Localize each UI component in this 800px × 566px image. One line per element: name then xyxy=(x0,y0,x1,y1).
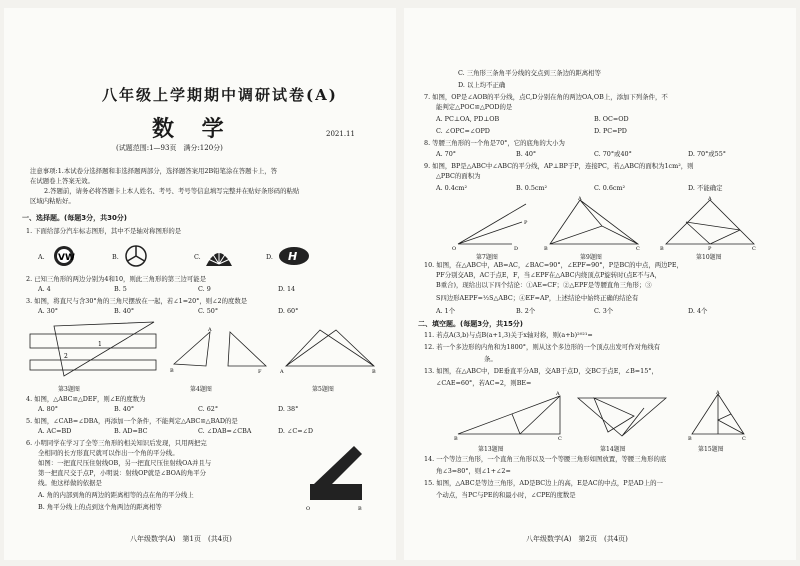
svg-text:A: A xyxy=(208,327,212,333)
question-11: 11. 若点A(3,b)与点B(a+1,3)关于x轴对称，则(a+b)²⁰²¹= xyxy=(424,331,593,339)
figure-15-triangle xyxy=(688,390,748,440)
figure-3-caption: 第3题图 xyxy=(58,386,80,393)
q2-option-c: C. 9 xyxy=(198,285,211,293)
q5-option-d: D. ∠C=∠D xyxy=(278,427,314,435)
q7-option-b: B. OC=OD xyxy=(594,115,629,123)
question-4: 4. 如图，△ABC≌△DEF，则∠E的度数为 xyxy=(26,395,146,403)
q4-option-b: B. 40° xyxy=(114,405,135,413)
page-1-footer: 八年级数学(A) 第1页 (共4页) xyxy=(130,535,232,543)
svg-text:B: B xyxy=(660,246,664,250)
figure-9-triangle xyxy=(544,196,644,250)
svg-text:A: A xyxy=(716,390,720,396)
question-15-line: 个动点，当PC与PE的和最小时，∠CPE的度数是 xyxy=(436,491,576,499)
q10-option-c: C. 3个 xyxy=(594,307,614,315)
svg-text:B: B xyxy=(688,436,692,440)
question-6-option-b: B. 角平分线上的点到这个角两边的距离相等 xyxy=(38,503,162,511)
q8-option-b: B. 40° xyxy=(516,150,537,158)
question-6-line: 如图：一把直尺压住射线OB，另一把直尺压住射线OA并且与 xyxy=(38,459,212,467)
q4-option-c: C. 62° xyxy=(198,405,219,413)
q8-option-a: A. 70° xyxy=(436,150,457,158)
q10-option-d: D. 4个 xyxy=(688,307,708,315)
question-15-line: 15. 如图，△ABC是等边三角形，AD是BC边上的高，E是AC的中点，P是AD上的一 xyxy=(424,479,663,487)
svg-text:P: P xyxy=(524,220,528,226)
q1-option-c: C. xyxy=(194,253,201,261)
question-6-option-a: A. 角的内部到角的两边的距离相等的点在角的平分线上 xyxy=(38,491,194,499)
svg-text:A: A xyxy=(708,196,712,202)
figure-15-caption: 第15题图 xyxy=(698,446,724,453)
q6-option-c: C. 三角形三条角平分线的交点到三条边的距离相等 xyxy=(458,69,601,77)
q1-option-b: B. xyxy=(112,253,119,261)
page-1 xyxy=(4,8,396,560)
q4-option-a: A. 80° xyxy=(38,405,59,413)
question-8: 8. 等腰三角形的一个角是70°，它的底角的大小为 xyxy=(424,139,565,147)
q9-option-c: C. 0.6cm² xyxy=(594,184,626,192)
q2-option-b: B. 5 xyxy=(114,285,127,293)
q10-option-a: A. 1个 xyxy=(436,307,456,315)
q5-option-b: B. AD=BC xyxy=(114,427,148,435)
svg-text:1: 1 xyxy=(98,341,102,348)
exam-date: 2021.11 xyxy=(326,130,355,138)
mercedes-logo-icon xyxy=(124,244,148,268)
q9-option-b: B. 0.5cm² xyxy=(516,184,548,192)
question-10-line: PF分别交AB，AC于点E，F，当∠EPF在△ABC内绕顶点P旋转时(点E不与A， xyxy=(436,271,661,279)
q5-option-a: A. AC=BD xyxy=(38,427,72,435)
exam-title: 八年级上学期期中调研试卷(A) xyxy=(102,86,338,104)
svg-text:P: P xyxy=(708,246,712,250)
question-12-line: 条。 xyxy=(484,355,497,363)
question-2: 2. 已知三角形的两边分别为4和10，则此三角形的第三边可能是 xyxy=(26,275,207,283)
svg-text:B: B xyxy=(544,246,548,250)
question-14-line: 角∠3=80°，则∠1+∠2= xyxy=(436,467,511,475)
figure-13-triangle xyxy=(454,390,564,440)
volkswagen-logo-icon xyxy=(50,244,78,268)
svg-text:B: B xyxy=(372,369,376,374)
notice-line: 在试题卷上答案无效。 xyxy=(30,177,94,185)
figure-10-triangle xyxy=(660,196,760,250)
figure-10-caption: 第10题图 xyxy=(696,254,722,261)
svg-text:C: C xyxy=(636,246,640,250)
svg-text:O: O xyxy=(306,506,311,512)
q3-option-a: A. 30° xyxy=(38,307,59,315)
question-7-line: 能判定△POC≌△POD的是 xyxy=(436,103,513,111)
notice-line: 注意事项:1.本试卷分选择题和非选择题两部分，选择题答案用2B铅笔涂在答题卡上，答 xyxy=(30,167,278,175)
question-13-line: 13. 如图，在△ABC中，DE垂直平分AB，交AB于点D，交BC于点E，∠B=15°， xyxy=(424,367,658,375)
question-6-line: 第一把直尺交于点P，小明说：射线OP就是∠BOA的角平分 xyxy=(38,469,207,477)
q7-option-c: C. ∠OPC=∠OPD xyxy=(436,127,490,135)
svg-text:2: 2 xyxy=(64,353,68,360)
q1-option-a: A. xyxy=(38,253,45,261)
q2-option-a: A. 4 xyxy=(38,285,51,293)
question-6-line: 6. 小明同学在学习了全等三角形的相关知识后发现，只用两把完 xyxy=(26,439,207,447)
figure-9-caption: 第9题图 xyxy=(580,254,602,261)
question-9-line: 9. 如图，BP是△ABC中∠ABC的平分线，AP⊥BP于P，连接PC，若△ABC的面积为1cm²，则 xyxy=(424,162,694,170)
q5-option-c: C. ∠DAB=∠CBA xyxy=(198,427,252,435)
q3-option-b: B. 40° xyxy=(114,307,135,315)
q8-option-c: C. 70°或40° xyxy=(594,150,632,158)
subject-title: 数 学 xyxy=(152,116,234,142)
notice-line: 2.答题前，请务必将答题卡上本人姓名、考号、考号等信息填写完整并在贴好条形码的粘贴 xyxy=(44,187,300,195)
question-13-line: ∠CAE=60°，若AC=2，则BE= xyxy=(436,379,532,387)
svg-text:C: C xyxy=(752,246,756,250)
svg-text:VW: VW xyxy=(58,253,75,263)
q3-option-c: C. 50° xyxy=(198,307,219,315)
question-10-line: B重合)，现给出以下四个结论：①AE=CF；②△EPF是等腰直角三角形；③ xyxy=(436,281,652,289)
q9-option-a: A. 0.4cm² xyxy=(436,184,468,192)
q3-option-d: D. 60° xyxy=(278,307,299,315)
figure-14-caption: 第14题图 xyxy=(600,446,626,453)
svg-text:H: H xyxy=(288,250,298,263)
figure-4-caption: 第4题图 xyxy=(190,386,212,393)
q2-option-d: D. 14 xyxy=(278,285,296,293)
q4-option-d: D. 38° xyxy=(278,405,299,413)
q1-option-d: D. xyxy=(266,253,273,261)
svg-text:D: D xyxy=(514,246,519,250)
question-6-line: 全相同的长方形直尺就可以作出一个角的平分线。 xyxy=(38,449,179,457)
svg-text:A: A xyxy=(578,196,582,202)
q9-option-d: D. 不能确定 xyxy=(688,184,723,192)
question-3: 3. 如图，将直尺与含30°角的三角尺摆放在一起，若∠1=20°，则∠2的度数是 xyxy=(26,297,248,305)
q6-option-d: D. 以上均不正确 xyxy=(458,81,506,89)
svg-text:B: B xyxy=(358,506,362,512)
exam-scope: (试题范围:1—93页 满分:120分) xyxy=(116,144,223,152)
svg-text:C: C xyxy=(558,436,562,440)
question-5: 5. 如图，∠CAB=∠DBA，再添加一个条件，不能判定△ABC≌△BAD的是 xyxy=(26,417,238,425)
question-10-line: 10. 如图，在△ABC中，AB=AC，∠BAC=90°，∠EPF=90°，P是BC的中点，两边PE， xyxy=(424,261,683,269)
shell-logo-icon xyxy=(204,244,234,268)
question-1: 1. 下面给部分汽车标志图形，其中不是轴对称图形的是 xyxy=(26,227,182,235)
svg-text:C: C xyxy=(742,436,746,440)
figure-4-triangles xyxy=(170,326,270,374)
figure-7-angle xyxy=(452,200,532,250)
question-6-line: 线。他这样做的依据是 xyxy=(38,479,102,487)
question-7-line: 7. 如图，OP是∠AOB的平分线，点C,D分别在角的两边OA,OB上，添加下列条件，不 xyxy=(424,93,668,101)
q10-option-b: B. 2个 xyxy=(516,307,536,315)
svg-text:B: B xyxy=(454,436,458,440)
figure-14-triangles xyxy=(574,392,670,440)
figure-6-rulers xyxy=(304,440,374,512)
q8-option-d: D. 70°或55° xyxy=(688,150,727,158)
figure-7-caption: 第7题图 xyxy=(476,254,498,261)
question-14-line: 14. 一个等边三角形，一个直角三角形以及一个等腰三角形如图放置，等腰三角形的底 xyxy=(424,455,667,463)
q7-option-a: A. PC⊥OA, PD⊥OB xyxy=(436,115,500,123)
notice-line: 区域内粘贴好。 xyxy=(30,197,75,205)
q7-option-d: D. PC=PD xyxy=(594,127,627,135)
section-1-heading: 一、选择题。(每题3分，共30分) xyxy=(22,214,128,222)
svg-text:A: A xyxy=(556,391,560,397)
question-10-line: S四边形AEPF=½S△ABC；④EF=AP，上述结论中始终正确的结论有 xyxy=(436,294,639,302)
page-2 xyxy=(404,8,796,560)
figure-13-caption: 第13题图 xyxy=(478,446,504,453)
figure-5-triangles xyxy=(280,326,380,374)
section-2-heading: 二、填空题。(每题3分，共15分) xyxy=(418,320,524,328)
svg-text:A: A xyxy=(280,369,284,374)
svg-text:B: B xyxy=(170,368,174,374)
page-2-footer: 八年级数学(A) 第2页 (共4页) xyxy=(526,535,628,543)
svg-text:O: O xyxy=(452,246,457,250)
svg-text:F: F xyxy=(258,369,262,374)
figure-5-caption: 第5题图 xyxy=(312,386,334,393)
figure-3-ruler-triangle xyxy=(24,320,164,380)
question-9-line: △PBC的面积为 xyxy=(436,172,481,180)
hyundai-logo-icon xyxy=(278,246,310,266)
question-12-line: 12. 若一个多边形的内角和为1800°，则从这个多边形的一个顶点出发可作对角线有 xyxy=(424,343,661,351)
